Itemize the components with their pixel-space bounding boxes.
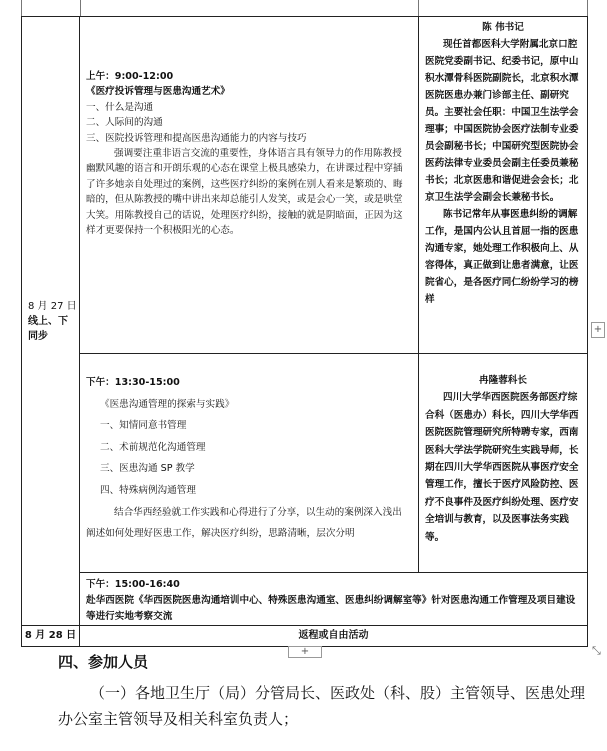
session-time: 下午：15:00-16:40	[86, 579, 180, 590]
table-resize-handle[interactable]	[592, 644, 601, 658]
speaker-name: 冉隆蓉科长	[479, 375, 527, 386]
morning-session-cell[interactable]	[80, 17, 419, 354]
table-border-guide	[418, 0, 419, 16]
session-topic: 《医患沟通管理的探索与实践》	[100, 398, 235, 410]
speaker-bio: 现任首都医科大学附属北京口腔医院党委副书记、纪委书记，原中山积水潭骨科医院副院长，北京积水潭医院医患办兼门诊部主任、副研究员。主要社会任职：中国卫生法学会理事；中国医院协会医疗法制专业委员会副秘书长；中国研究型医院协会医药法律专业委员会副主任委员兼秘书长；北京医患和谐促进会会长；北京卫生法学会副会长兼秘书长。	[425, 39, 579, 203]
session-time: 上午：9:00-12:00	[86, 71, 174, 82]
list-item: 一、知情同意书管理	[100, 420, 187, 432]
table-row	[22, 17, 588, 354]
paragraph-text: （一）各地卫生厅（局）分管局长、医政处（科、股）主管领导、医患处理办公室主管领导及相关科室负责人；	[58, 684, 586, 728]
mode-label: 同步	[28, 330, 48, 342]
speaker-name: 陈 伟书记	[482, 22, 524, 33]
table-row	[22, 573, 588, 626]
list-item: 三、医患沟通 SP 教学	[100, 463, 195, 475]
table-border-guide	[587, 0, 588, 16]
table-row	[22, 354, 588, 573]
schedule-table	[21, 16, 588, 647]
section-paragraph	[58, 680, 588, 732]
session-time: 下午：13:30-15:00	[86, 377, 180, 388]
date-label: 8 月 28 日	[24, 630, 77, 641]
list-item: 四、特殊病例沟通管理	[100, 484, 196, 496]
session-description: 赴华西医院《华西医院医患沟通培训中心、特殊医患沟通室、医患纠纷调解室等》针对医患沟通工作管理及项目建设等进行实地考察交流	[86, 595, 576, 622]
afternoon-session-cell[interactable]	[80, 354, 419, 573]
section-heading: 四、参加人员	[58, 653, 149, 671]
plus-icon: +	[593, 324, 603, 335]
table-border-guide	[80, 0, 81, 16]
list-item: 一、什么是沟通	[86, 101, 154, 113]
mode-label: 线上、下	[28, 315, 68, 327]
speaker-cell[interactable]	[419, 17, 588, 354]
date-cell-aug28[interactable]	[22, 626, 80, 647]
resize-arrow-icon: ⤡	[592, 644, 601, 657]
add-column-button[interactable]	[591, 322, 605, 338]
speaker-cell[interactable]	[419, 354, 588, 573]
site-visit-cell[interactable]	[80, 573, 588, 626]
list-item: 二、人际间的沟通	[86, 117, 163, 129]
activity-label: 返程或自由活动	[298, 630, 369, 641]
table-row	[22, 626, 588, 647]
plus-icon: +	[300, 646, 310, 657]
session-description: 强调要注重非语言交流的重要性，身体语言具有领导力的作用陈教授幽默风趣的语言和开朗乐观的心态在课堂上极具感染力，在讲课过程中穿插了许多她亲自处理过的案例，这些医疗纠纷的案例在别人看来是繁琐的、晦暗的，但从陈教授的嘴中讲出来却总能引人发笑，或是会心一笑，或是哄堂大笑。用陈教授自己的话说，处理医疗纠纷，接触的就是阴暗面，正因为这样才更要保持一个积极阳光的心态。	[86, 148, 403, 237]
date-cell-aug27[interactable]	[22, 17, 80, 626]
list-item: 三、医院投诉管理和提高医患沟通能力的内容与技巧	[86, 132, 307, 144]
session-topic: 《医疗投诉管理与医患沟通艺术》	[86, 86, 230, 98]
date-label: 8 月 27 日	[28, 300, 77, 312]
speaker-bio: 陈书记常年从事医患纠纷的调解工作，是国内公认且首屈一指的医患沟通专家，她处理工作积极向上、从容得体，真正做到让患者满意，让医院省心，是各医疗同仁纷纷学习的榜样	[425, 209, 579, 305]
session-description: 结合华西经验就工作实践和心得进行了分享，以生动的案例深入浅出阐述如何处理好医患工作，解决医疗纠纷，思路清晰，层次分明	[86, 506, 402, 540]
speaker-bio: 四川大学华西医院医务部医疗综合科（医患办）科长，四川大学华西医院医院管理研究所特聘专家，西南医科大学法学院研究生实践导师，长期在四川大学华西医院从事医疗安全管理工作，擅长于医疗风险防控、医疗不良事件及医疗纠纷处理、医疗安全培训与教育，以及医事法务实践等。	[425, 392, 579, 543]
participants-section	[58, 650, 588, 732]
table-border-guide	[21, 0, 22, 16]
list-item: 二、术前规范化沟通管理	[100, 441, 206, 453]
activity-cell[interactable]	[80, 626, 588, 647]
